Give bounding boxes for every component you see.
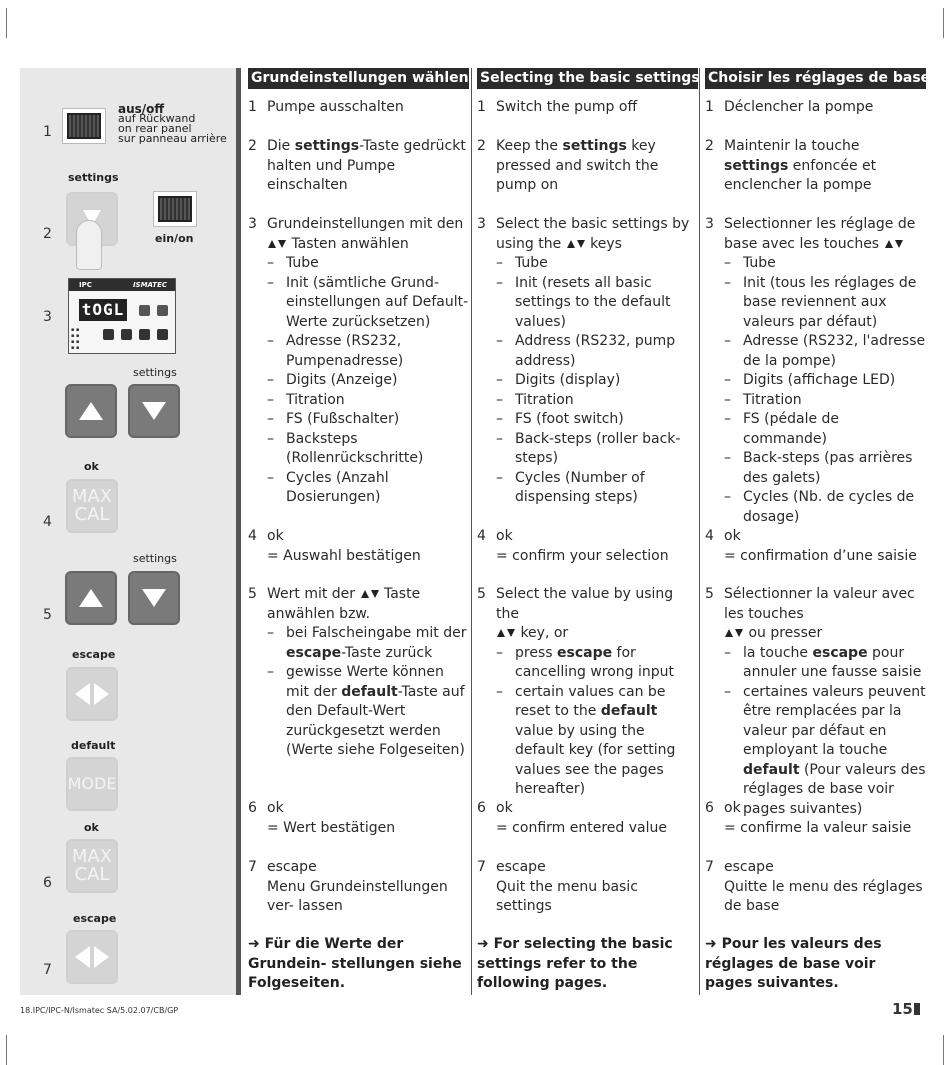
reference-note: ➜ Für die Werte der Grundein- stellungen siehe Folgeseiten. [248, 936, 462, 991]
step-2: 2 Die settings-Taste gedrückt halten und Pumpe einschalten [248, 138, 466, 193]
sidebar-divider [236, 68, 241, 995]
escape-key-label: escape [72, 648, 116, 661]
column-french [705, 68, 931, 991]
panel-brand: ISMATEC [132, 281, 167, 289]
step-7: 7 escape Quitte le menu des réglages de base [705, 859, 923, 914]
power-switch-label: aus/off auf Rückwand on rear panel sur panneau arrière [118, 102, 227, 145]
down-key [128, 571, 180, 625]
column-divider [471, 68, 472, 995]
sidebar-step-number: 4 [43, 514, 52, 530]
crop-mark [943, 1035, 944, 1065]
left-right-arrows-icon [73, 944, 111, 970]
finger-press-icon [76, 220, 102, 270]
up-key [65, 571, 117, 625]
arrow-right-icon: ➜ [705, 936, 722, 952]
pump-control-panel [68, 278, 176, 354]
panel-key [121, 329, 132, 340]
ok-key-label: ok [84, 821, 99, 834]
page-number: 15 [892, 1000, 913, 1018]
mode-key [66, 757, 118, 811]
step-5: 5 Select the value by using the key, or – press escape for cancelling wrong input – certain values can be reset to the default value by using the default key (for setting values see the pages hereafter) [477, 586, 676, 797]
column-heading: Choisir les réglages de base [705, 68, 926, 89]
up-down-arrows-icon [724, 628, 744, 638]
ein-on-label: ein/on [155, 232, 194, 245]
step-4: 4 ok = confirmation d’une saisie [705, 528, 917, 564]
document-code: 18.IPC/IPC-N/Ismatec SA/5.02.07/CB/GP [20, 1006, 179, 1015]
arrow-right-icon: ➜ [477, 936, 494, 952]
max-cal-text: MAX CAL [71, 486, 113, 525]
up-down-arrows-icon [566, 239, 586, 249]
up-down-arrows-icon [360, 589, 380, 599]
settings-key-label: settings [133, 366, 177, 379]
panel-key [103, 329, 114, 340]
crop-mark [6, 1035, 7, 1065]
panel-legend: ▪ ▪ ▪ ▪ ▪ ▪ ▪ ▪ [71, 327, 80, 351]
ok-key-label: ok [84, 460, 99, 473]
crop-mark [6, 8, 7, 38]
step-3: 3 Grundeinstellungen mit den Tasten anwählen – Tube – Init (sämtliche Grund- einstellungen auf Default- Werte zurücksetzen) – Adresse (RS232, Pumpenadresse) – Digits (Anzeige) – Titration – FS (Fußschalter) – Backsteps (Rollenrückschritte) – Cycles (Anzahl Dosierungen) [248, 216, 469, 505]
sidebar-step-number: 3 [43, 309, 52, 325]
step-2: 2 Maintenir la touche settings enfoncée et enclencher la pompe [705, 138, 877, 193]
default-key-label: default [71, 739, 116, 752]
step-4: 4 ok = confirm your selection [477, 528, 669, 564]
column-german [248, 68, 469, 991]
up-down-arrows-icon [496, 628, 516, 638]
up-arrow-icon [77, 400, 105, 422]
step-1: 1 Déclencher la pompe [705, 99, 874, 115]
lcd-display: tOGL [79, 299, 127, 321]
reference-note: ➜ For selecting the basic settings refer to the following pages. [477, 936, 673, 991]
illustration-sidebar [20, 68, 236, 995]
sidebar-step-number: 5 [43, 607, 52, 623]
down-key [128, 384, 180, 438]
max-cal-text: MAX CAL [71, 846, 113, 885]
up-key [65, 384, 117, 438]
step-7: 7 escape Quit the menu basic settings [477, 859, 638, 914]
escape-key [66, 930, 118, 984]
rear-power-switch [62, 108, 106, 144]
panel-model: IPC [79, 281, 92, 289]
step-6: 6 ok = Wert bestätigen [248, 800, 396, 836]
sidebar-step-number: 6 [43, 875, 52, 891]
reference-note: ➜ Pour les valeurs des réglages de base voir pages suivantes. [705, 936, 882, 991]
up-down-arrows-icon [267, 239, 287, 249]
step-3: 3 Selectionner les réglage de base avec les touches – Tube – Init (tous les réglages de base reviennent aux valeurs par défaut) – Adresse (RS232, l'adresse de la pompe) – Digits (affichage LED) – Titration – FS (pédale de commande) – Back-steps (pas arrières des galets) – Cycles (Nb. de cycles de dosage) [705, 216, 926, 525]
sidebar-step-number: 1 [43, 124, 52, 140]
column-heading: Grundeinstellungen wählen [248, 68, 469, 89]
page-marker [914, 1003, 920, 1015]
step-7: 7 escape Menu Grundeinstellungen ver- lassen [248, 859, 448, 914]
panel-down-key [157, 305, 168, 316]
up-down-arrows-icon [884, 239, 904, 249]
mode-text: MODE [67, 774, 117, 793]
column-divider [699, 68, 700, 995]
crop-mark [943, 8, 944, 38]
sidebar-step-number: 7 [43, 962, 52, 978]
left-right-arrows-icon [73, 681, 111, 707]
step-2: 2 Keep the settings key pressed and switch the pump on [477, 138, 659, 193]
max-cal-key [66, 839, 118, 893]
step-6: 6 ok = confirme la valeur saisie [705, 800, 912, 836]
step-5: 5 Sélectionner la valeur avec les touches ou presser – la touche escape pour annuler une fausse saisie – certaines valeurs peuvent être remplacées par la valeur par défaut en employant la touche default (Pour valeurs des réglages de base voir pages suivantes) [705, 586, 926, 817]
escape-key [66, 667, 118, 721]
max-cal-key [66, 479, 118, 533]
step-4: 4 ok = Auswahl bestätigen [248, 528, 421, 564]
step-6: 6 ok = confirm entered value [477, 800, 667, 836]
down-arrow-icon [140, 587, 168, 609]
arrow-right-icon: ➜ [248, 936, 265, 952]
panel-up-key [139, 305, 150, 316]
panel-key [157, 329, 168, 340]
column-english [477, 68, 700, 991]
step-3: 3 Select the basic settings by using the keys – Tube – Init (resets all basic settings to the default values) – Address (RS232, pump address) – Digits (display) – Titration – FS (foot switch) – Back-steps (roller back-steps) – Cycles (Number of dispensing steps) [477, 216, 690, 505]
step-5: 5 Wert mit der Taste anwählen bzw. – bei Falscheingabe mit der escape-Taste zurück – gewisse Werte können mit der default-Taste auf den Default-Wert zurückgesetzt werden (Werte siehe Folgeseiten) [248, 586, 467, 758]
settings-key-label: settings [68, 171, 119, 184]
power-switch-on [153, 191, 197, 227]
sidebar-step-number: 2 [43, 226, 52, 242]
down-arrow-icon [140, 400, 168, 422]
step-1: 1 Switch the pump off [477, 99, 638, 115]
panel-key [139, 329, 150, 340]
up-arrow-icon [77, 587, 105, 609]
escape-key-label: escape [73, 912, 117, 925]
settings-key-label: settings [133, 552, 177, 565]
step-1: 1 Pumpe ausschalten [248, 99, 404, 115]
column-heading: Selecting the basic settings [477, 68, 698, 89]
